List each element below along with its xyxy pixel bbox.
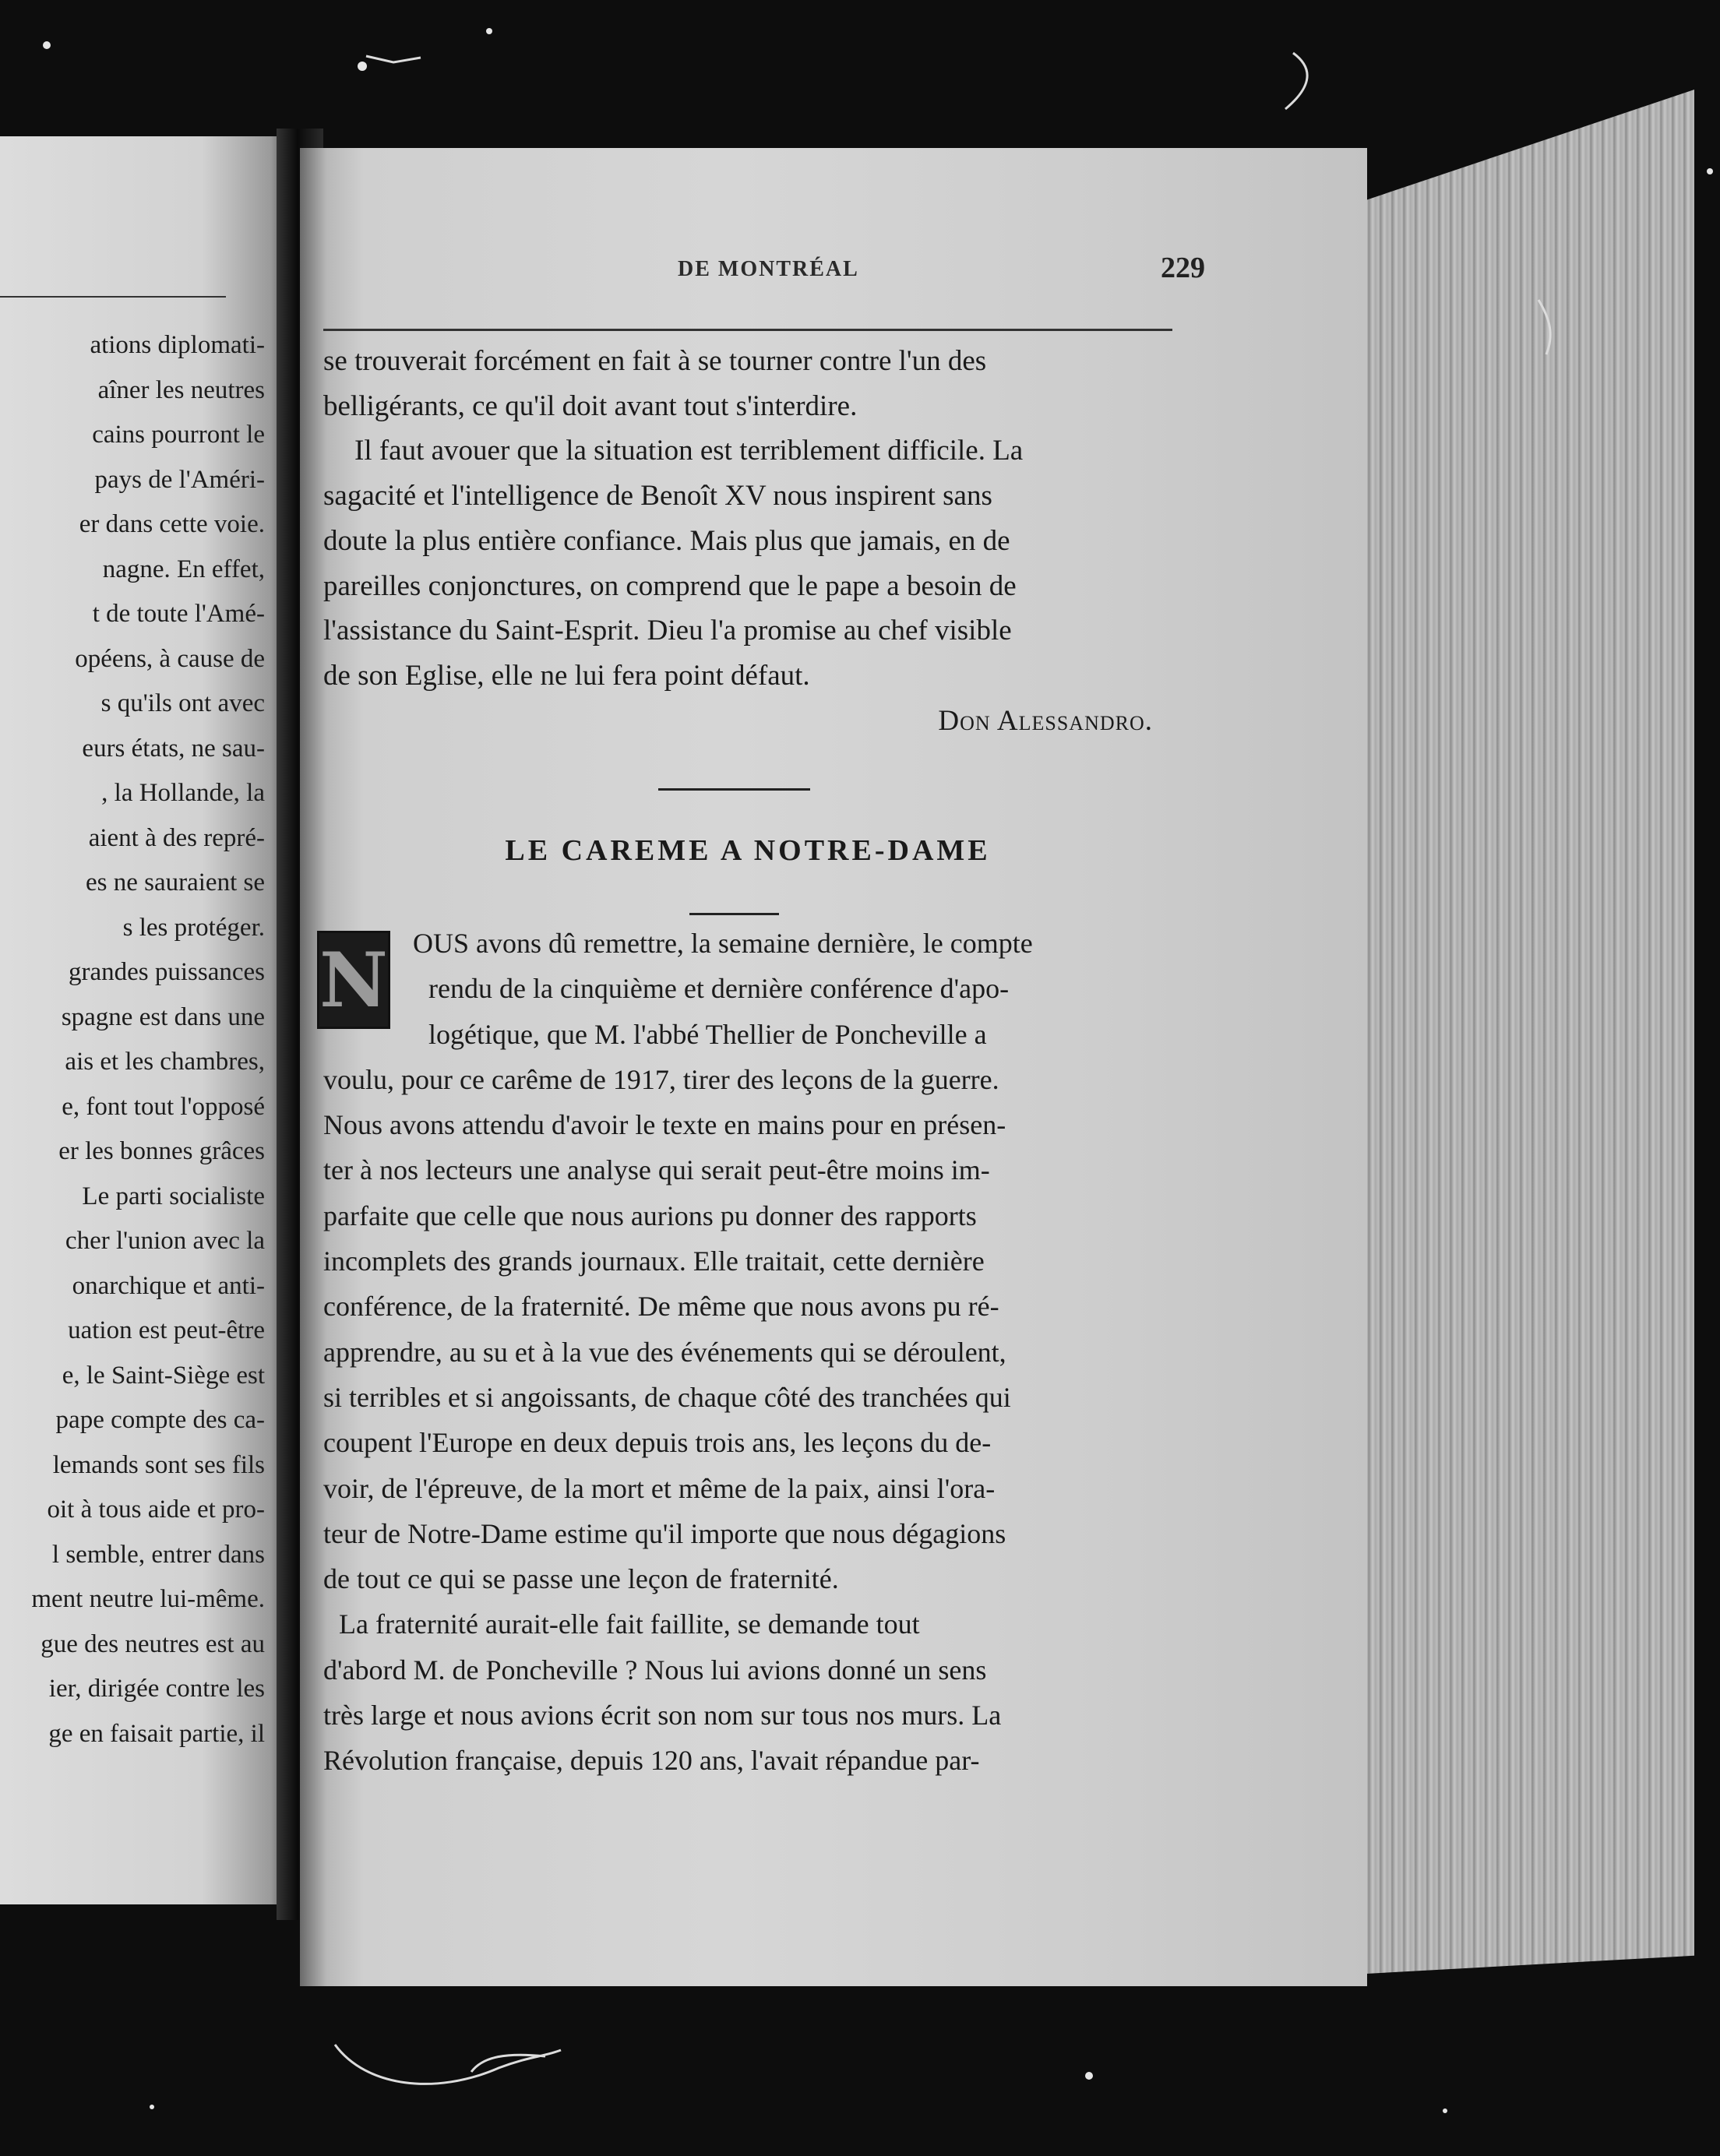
separator-rule — [689, 913, 779, 915]
text-line: parfaite que celle que nous aurions pu donner des rapports — [323, 1200, 977, 1231]
author-signature: Don Alessandro. — [938, 704, 1153, 737]
left-line: pays de l'Améri- — [94, 465, 265, 494]
left-line: ations diplomati- — [90, 331, 265, 359]
text-line: de son Eglise, elle ne lui fera point défaut. — [323, 659, 810, 692]
left-header-rule — [0, 296, 226, 298]
left-line: , la Hollande, la — [101, 779, 265, 807]
left-line: e, font tout l'opposé — [62, 1092, 265, 1121]
left-line: onarchique et anti- — [72, 1271, 265, 1300]
text-line: rendu de la cinquième et dernière conférence d'apo- — [428, 973, 1010, 1005]
left-line: ment neutre lui-même. — [31, 1585, 265, 1613]
left-line: e, le Saint-Siège est — [62, 1361, 265, 1390]
left-line: cains pourront le — [92, 421, 265, 449]
text-line: apprendre, au su et à la vue des événements qui se déroulent, — [323, 1336, 1006, 1368]
left-line: es ne sauraient se — [86, 868, 265, 897]
left-line: grandes puissances — [68, 958, 265, 986]
left-line: opéens, à cause de — [75, 644, 265, 673]
left-line: s qu'ils ont avec — [100, 689, 265, 717]
left-line: pape compte des ca- — [55, 1406, 265, 1434]
drop-cap-letter: N — [319, 935, 388, 1024]
text-line: Révolution française, depuis 120 ans, l'avait répandue par- — [323, 1745, 980, 1777]
text-line: teur de Notre-Dame estime qu'il importe que nous dégagions — [323, 1517, 1006, 1549]
left-page — [0, 136, 288, 1904]
text-line: se trouverait forcément en fait à se tourner contre l'un des — [323, 345, 987, 377]
text-line: ter à nos lecteurs une analyse qui serait peut-être moins im- — [323, 1154, 990, 1186]
text-line: voulu, pour ce carême de 1917, tirer des leçons de la guerre. — [323, 1063, 999, 1095]
left-page-text — [0, 323, 265, 1756]
body-text — [323, 339, 1180, 743]
text-line: de tout ce qui se passe une leçon de fraternité. — [323, 1563, 839, 1595]
left-line: ier, dirigée contre les — [48, 1675, 265, 1703]
left-line: aient à des repré- — [88, 823, 265, 852]
header-rule — [323, 329, 1172, 331]
left-line: ais et les chambres, — [65, 1048, 265, 1076]
page-header — [323, 252, 1367, 296]
left-line: s les protéger. — [122, 913, 265, 942]
left-line: nagne. En effet, — [102, 555, 265, 583]
right-page — [300, 148, 1367, 1986]
left-line: spagne est dans une — [61, 1002, 265, 1031]
left-line: aîner les neutres — [97, 375, 265, 404]
text-line: La fraternité aurait-elle fait faillite, se demande tout — [339, 1608, 920, 1640]
running-head: DE MONTRÉAL — [678, 257, 859, 281]
text-line: coupent l'Europe en deux depuis trois ans, les leçons du de- — [323, 1427, 992, 1459]
text-line: pareilles conjonctures, on comprend que le pape a besoin de — [323, 569, 1017, 602]
left-line: lemands sont ses fils — [52, 1450, 265, 1479]
text-line: si terribles et si angoissants, de chaque côté des tranchées qui — [323, 1381, 1011, 1413]
text-line: très large et nous avions écrit son nom sur tous nos murs. La — [323, 1700, 1002, 1731]
left-line: er dans cette voie. — [79, 510, 265, 538]
left-line: oit à tous aide et pro- — [47, 1495, 265, 1524]
text-line: Il faut avouer que la situation est terriblement difficile. La — [354, 435, 1024, 467]
text-line: doute la plus entière confiance. Mais plus que jamais, en de — [323, 524, 1010, 557]
text-line: conférence, de la fraternité. De même que nous avons pu ré- — [323, 1291, 999, 1323]
left-line: t de toute l'Amé- — [92, 600, 265, 628]
text-line: l'assistance du Saint-Esprit. Dieu l'a promise au chef visible — [323, 615, 1012, 647]
page-number: 229 — [1161, 252, 1205, 284]
text-line: d'abord M. de Poncheville ? Nous lui avions donné un sens — [323, 1654, 987, 1686]
section-title: LE CAREME A NOTRE-DAME — [505, 834, 991, 867]
article-text — [323, 921, 1180, 1784]
left-line: gue des neutres est au — [41, 1629, 265, 1658]
left-line: uation est peut-être — [68, 1316, 265, 1344]
left-line: l semble, entrer dans — [51, 1540, 265, 1569]
text-line: incomplets des grands journaux. Elle traitait, cette dernière — [323, 1245, 985, 1277]
left-line: cher l'union avec la — [65, 1227, 265, 1255]
left-line: eurs états, ne sau- — [82, 734, 265, 763]
separator-rule — [658, 788, 810, 791]
text-line: logétique, que M. l'abbé Thellier de Poncheville a — [428, 1018, 987, 1050]
text-line: Nous avons attendu d'avoir le texte en mains pour en présen- — [323, 1109, 1006, 1141]
page-edges — [1352, 90, 1694, 1975]
text-line: belligérants, ce qu'il doit avant tout s'interdire. — [323, 389, 858, 422]
left-line: er les bonnes grâces — [58, 1137, 265, 1165]
left-line: ge en faisait partie, il — [48, 1719, 265, 1748]
text-line: OUS avons dû remettre, la semaine dernière, le compte — [413, 928, 1033, 959]
text-line: voir, de l'épreuve, de la mort et même de la paix, ainsi l'ora- — [323, 1472, 996, 1504]
text-line: sagacité et l'intelligence de Benoît XV nous inspirent sans — [323, 480, 992, 513]
left-line: Le parti socialiste — [82, 1182, 265, 1210]
